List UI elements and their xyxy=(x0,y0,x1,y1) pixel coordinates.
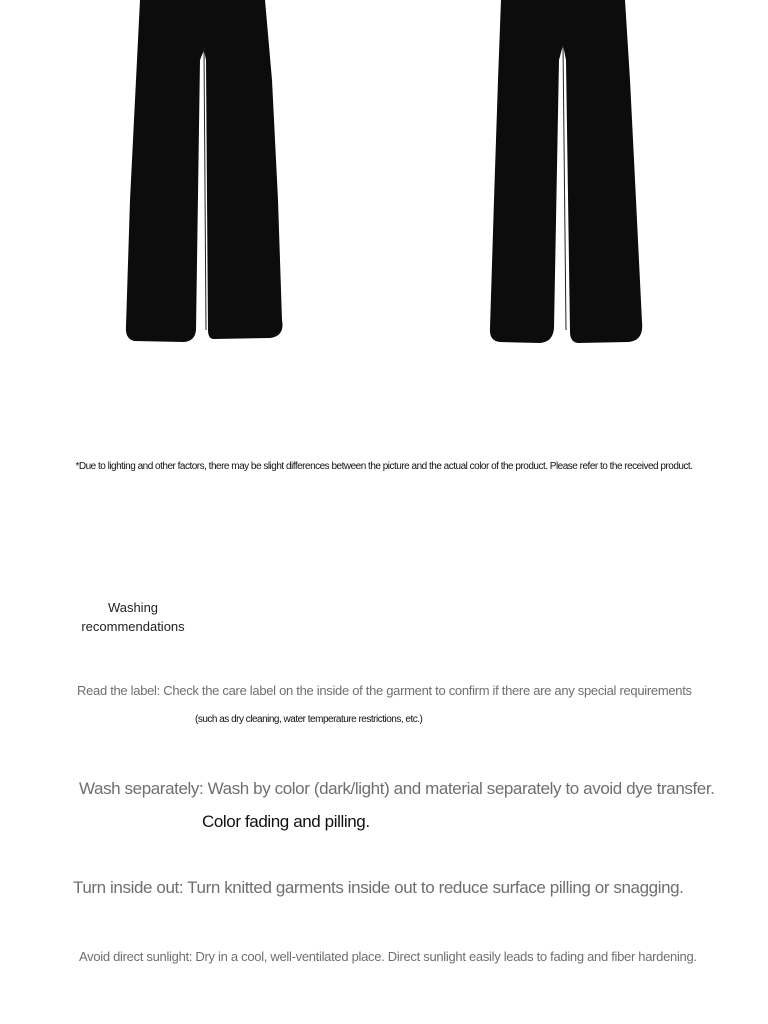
washing-title-line2: recommendations xyxy=(81,619,185,634)
washing-title-line1: Washing xyxy=(107,600,159,615)
avoid-sunlight-tip: Avoid direct sunlight: Dry in a cool, well-ventilated place. Direct sunlight easily leads to fading and fiber hardening. xyxy=(79,949,697,964)
read-label-note: (such as dry cleaning, water temperature restrictions, etc.) xyxy=(195,714,423,725)
turn-inside-out-tip: Turn inside out: Turn knitted garments inside out to reduce surface pilling or snagging. xyxy=(73,878,684,897)
color-disclaimer: *Due to lighting and other factors, there may be slight differences between the picture and the actual color of the product. Please refer to the received product. xyxy=(75,461,693,472)
washing-recommendations-title xyxy=(78,598,188,636)
pants-back-image xyxy=(480,0,655,350)
pants-front-image xyxy=(110,0,300,350)
read-label-tip: Read the label: Check the care label on the inside of the garment to confirm if there are any special requirements xyxy=(77,683,692,698)
wash-separately-tip: Wash separately: Wash by color (dark/light) and material separately to avoid dye transfer. xyxy=(79,779,715,798)
wash-separately-note: Color fading and pilling. xyxy=(202,812,370,831)
